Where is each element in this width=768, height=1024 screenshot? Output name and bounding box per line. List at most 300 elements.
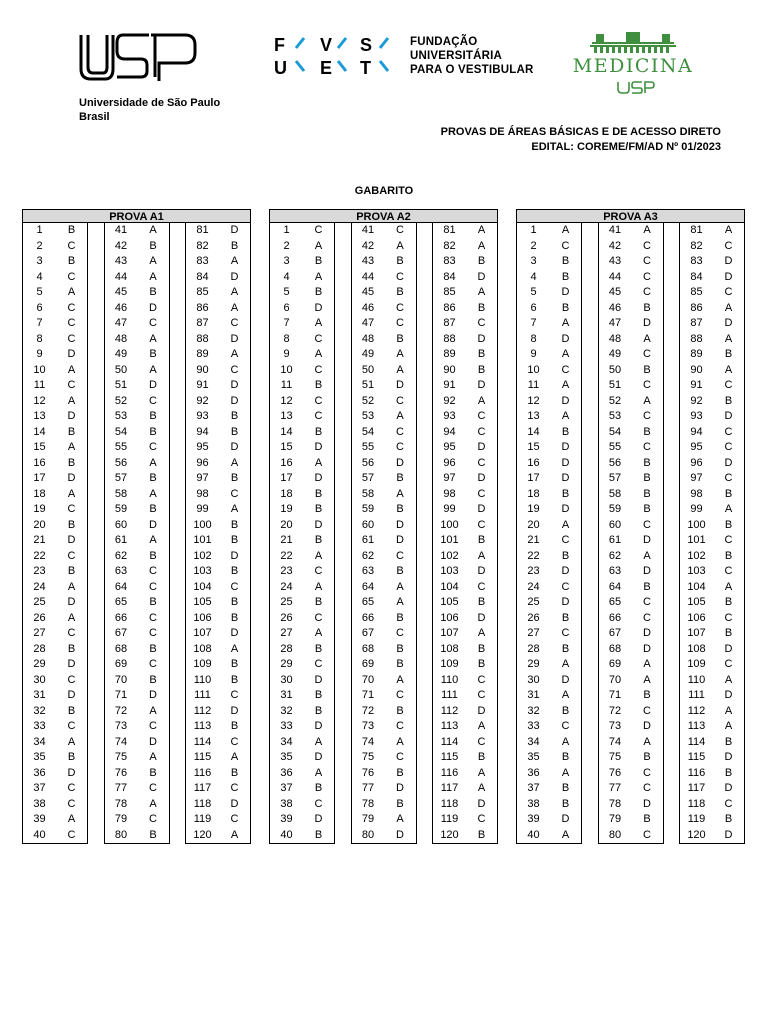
question-number: 96 (690, 456, 703, 469)
answer-letter: D (230, 270, 239, 283)
answer-letter: A (561, 828, 570, 841)
answer-letter: B (724, 735, 733, 748)
answer-row (517, 611, 581, 627)
question-number: 21 (280, 534, 293, 546)
exam-header: PROVA A2 (269, 209, 498, 223)
answer-row (680, 270, 744, 286)
answer-row (433, 378, 497, 394)
answer-letter: D (724, 410, 733, 422)
question-number: 67 (114, 627, 128, 639)
question-number: 56 (114, 456, 128, 469)
answer-letter: B (643, 301, 651, 314)
answer-row (105, 673, 169, 689)
answer-row (186, 781, 250, 797)
answer-row (517, 332, 581, 348)
question-number: 115 (193, 751, 212, 763)
answer-letter: A (561, 317, 570, 329)
answer-row (186, 518, 250, 534)
question-number: 67 (608, 627, 622, 639)
answer-letter: B (314, 425, 323, 438)
question-number: 35 (33, 751, 46, 763)
question-number: 11 (33, 379, 46, 391)
question-number: 43 (361, 255, 375, 267)
answer-letter: C (477, 813, 486, 825)
answer-letter: C (643, 286, 651, 298)
answer-letter: A (67, 441, 76, 453)
answer-letter: A (561, 689, 570, 701)
question-number: 108 (193, 642, 212, 655)
answer-row (23, 471, 87, 487)
question-number: 5 (283, 286, 290, 298)
answer-row (23, 378, 87, 394)
medicina-logo (566, 32, 700, 98)
question-number: 7 (283, 317, 290, 329)
question-number: 37 (527, 782, 540, 794)
answer-row (433, 549, 497, 565)
answer-row (270, 688, 334, 704)
question-number: 33 (527, 720, 540, 732)
question-number: 70 (361, 673, 375, 686)
answer-row (517, 487, 581, 503)
question-number: 67 (361, 627, 375, 639)
answer-row (186, 704, 250, 720)
fuvest-logo (274, 34, 394, 78)
answer-row (680, 626, 744, 642)
answer-row (270, 239, 334, 255)
question-number: 107 (193, 627, 212, 639)
answer-row (433, 487, 497, 503)
answer-row (105, 394, 169, 410)
question-number: 84 (443, 270, 456, 283)
question-number: 118 (193, 797, 212, 810)
answer-letter: B (396, 332, 404, 345)
answer-row (105, 828, 169, 844)
answer-row (270, 363, 334, 379)
answer-row (599, 719, 663, 735)
question-number: 101 (687, 534, 706, 546)
answer-letter: A (314, 317, 323, 329)
answer-row (517, 704, 581, 720)
answer-letter: A (149, 332, 157, 345)
answer-row (433, 564, 497, 580)
answer-letter: C (67, 828, 76, 841)
question-number: 69 (114, 658, 128, 670)
answer-letter: A (724, 224, 733, 236)
answer-letter: D (149, 735, 157, 748)
answer-letter: C (67, 549, 76, 562)
answer-letter: B (149, 549, 157, 562)
answer-row (599, 580, 663, 596)
question-number: 45 (361, 286, 375, 298)
answer-letter: A (149, 797, 157, 810)
university-name: Universidade de São Paulo (79, 97, 221, 109)
answer-column (104, 223, 170, 844)
answer-letter: B (724, 596, 733, 608)
question-number: 115 (687, 751, 706, 763)
question-number: 62 (114, 549, 128, 562)
answer-letter: A (643, 224, 651, 236)
answer-row (433, 533, 497, 549)
question-number: 57 (361, 472, 375, 484)
question-number: 77 (114, 782, 128, 794)
answer-row (517, 719, 581, 735)
answer-letter: B (149, 472, 157, 484)
answer-row (352, 626, 416, 642)
answer-row (270, 657, 334, 673)
answer-row (680, 611, 744, 627)
answer-row (433, 316, 497, 332)
answer-letter: A (643, 673, 651, 686)
document-heading (441, 125, 721, 155)
answer-row (517, 657, 581, 673)
question-number: 114 (440, 735, 459, 748)
question-number: 25 (527, 596, 540, 608)
question-number: 30 (280, 673, 293, 686)
answer-row (186, 471, 250, 487)
answer-letter: D (561, 394, 570, 407)
answer-letter: C (396, 270, 404, 283)
answer-letter: A (230, 828, 239, 841)
answer-letter: A (396, 596, 404, 608)
answer-letter: A (477, 239, 486, 252)
answer-row (270, 580, 334, 596)
question-number: 62 (361, 549, 375, 562)
answer-row (352, 285, 416, 301)
answer-row (517, 425, 581, 441)
question-number: 46 (361, 301, 375, 314)
answer-row (680, 828, 744, 844)
question-number: 24 (527, 580, 540, 593)
question-number: 10 (527, 363, 540, 376)
answer-letter: A (724, 673, 733, 686)
answer-row (270, 223, 334, 239)
answer-letter: A (314, 549, 323, 562)
answer-letter: A (149, 270, 157, 283)
question-number: 22 (527, 549, 540, 562)
question-number: 75 (114, 751, 128, 763)
question-number: 102 (687, 549, 706, 562)
question-number: 42 (361, 239, 375, 252)
question-number: 59 (608, 503, 622, 515)
question-number: 118 (440, 797, 459, 810)
question-number: 48 (608, 332, 622, 345)
question-number: 4 (283, 270, 290, 283)
answer-row (23, 316, 87, 332)
answer-letter: B (724, 766, 733, 779)
answer-row (352, 347, 416, 363)
question-number: 120 (687, 828, 706, 841)
answer-row (186, 642, 250, 658)
answer-row (352, 812, 416, 828)
question-number: 3 (530, 255, 537, 267)
question-number: 38 (527, 797, 540, 810)
answer-letter: B (396, 611, 404, 624)
answer-letter: C (724, 797, 733, 810)
answer-letter: C (561, 720, 570, 732)
question-number: 8 (283, 332, 290, 345)
answer-letter: A (724, 503, 733, 515)
answer-letter: C (67, 797, 76, 810)
question-number: 104 (687, 580, 706, 593)
answer-letter: A (314, 580, 323, 593)
question-number: 82 (443, 239, 456, 252)
exam-table (269, 209, 498, 844)
answer-row (352, 781, 416, 797)
answer-row (23, 394, 87, 410)
answer-row (433, 626, 497, 642)
question-number: 35 (280, 751, 293, 763)
answer-row (680, 471, 744, 487)
answer-letter: A (724, 301, 733, 314)
answer-row (517, 239, 581, 255)
question-number: 112 (193, 704, 212, 717)
answer-row (270, 735, 334, 751)
question-number: 102 (193, 549, 212, 562)
question-number: 97 (443, 472, 456, 484)
question-number: 98 (196, 487, 209, 500)
question-number: 56 (608, 456, 622, 469)
answer-row (680, 766, 744, 782)
question-number: 106 (687, 611, 706, 624)
answer-letter: A (724, 580, 733, 593)
question-number: 63 (608, 565, 622, 577)
answer-letter: C (724, 658, 733, 670)
answer-row (23, 456, 87, 472)
answer-row (105, 797, 169, 813)
question-number: 87 (690, 317, 703, 329)
answer-letter: A (396, 239, 404, 252)
answer-row (433, 301, 497, 317)
answer-row (680, 223, 744, 239)
question-number: 48 (114, 332, 128, 345)
answer-row (105, 766, 169, 782)
question-number: 78 (114, 797, 128, 810)
question-number: 46 (114, 301, 128, 314)
answer-letter: B (149, 642, 157, 655)
answer-row (23, 735, 87, 751)
answer-row (352, 409, 416, 425)
answer-letter: C (67, 301, 76, 314)
answer-letter: A (314, 627, 323, 639)
answer-letter: A (477, 766, 486, 779)
answer-letter: B (149, 596, 157, 608)
question-number: 17 (33, 472, 46, 484)
answer-row (23, 533, 87, 549)
question-number: 88 (196, 332, 209, 345)
answer-row (352, 316, 416, 332)
answer-letter: A (67, 580, 76, 593)
question-number: 47 (361, 317, 375, 329)
answer-row (270, 254, 334, 270)
answer-row (599, 332, 663, 348)
answer-letter: B (396, 503, 404, 515)
question-number: 41 (114, 224, 128, 236)
question-number: 6 (36, 301, 43, 314)
question-number: 78 (608, 797, 622, 810)
answer-letter: A (230, 642, 239, 655)
answer-letter: A (477, 782, 486, 794)
question-number: 26 (33, 611, 46, 624)
answer-row (186, 409, 250, 425)
question-number: 61 (361, 534, 375, 546)
answer-letter: C (67, 782, 76, 794)
answer-letter: C (396, 425, 404, 438)
question-number: 15 (280, 441, 293, 453)
answer-row (186, 719, 250, 735)
answer-row (680, 750, 744, 766)
answer-row (517, 285, 581, 301)
question-number: 16 (33, 456, 46, 469)
answer-letter: C (314, 332, 323, 345)
answer-letter: D (230, 332, 239, 345)
answer-letter: C (67, 627, 76, 639)
answer-row (352, 363, 416, 379)
question-number: 94 (196, 425, 209, 438)
question-number: 36 (280, 766, 293, 779)
answer-letter: B (149, 239, 157, 252)
question-number: 88 (690, 332, 703, 345)
answer-row (23, 347, 87, 363)
question-number: 2 (283, 239, 290, 252)
answer-row (680, 657, 744, 673)
answer-row (352, 704, 416, 720)
answer-row (680, 378, 744, 394)
answer-letter: D (477, 472, 486, 484)
answer-row (352, 301, 416, 317)
question-number: 20 (33, 518, 46, 531)
answer-letter: A (561, 735, 570, 748)
answer-row (270, 595, 334, 611)
answer-row (599, 471, 663, 487)
question-number: 98 (690, 487, 703, 500)
question-number: 20 (527, 518, 540, 531)
question-number: 54 (114, 425, 128, 438)
answer-row (517, 502, 581, 518)
question-number: 119 (193, 813, 212, 825)
question-number: 29 (33, 658, 46, 670)
answer-letter: C (396, 751, 404, 763)
question-number: 48 (361, 332, 375, 345)
question-number: 2 (36, 239, 43, 252)
question-number: 82 (690, 239, 703, 252)
answer-letter: B (477, 828, 486, 841)
answer-letter: D (477, 379, 486, 391)
question-number: 86 (196, 301, 209, 314)
question-number: 51 (608, 379, 622, 391)
question-number: 50 (608, 363, 622, 376)
question-number: 81 (690, 224, 703, 236)
answer-row (517, 301, 581, 317)
question-number: 31 (527, 689, 540, 701)
question-number: 92 (690, 394, 703, 407)
answer-row (433, 409, 497, 425)
answer-row (517, 394, 581, 410)
answer-letter: C (67, 270, 76, 283)
question-number: 95 (690, 441, 703, 453)
answer-letter: A (67, 394, 76, 407)
answer-letter: A (724, 720, 733, 732)
answer-letter: C (724, 379, 733, 391)
question-number: 117 (193, 782, 212, 794)
answer-row (270, 270, 334, 286)
answer-row (23, 595, 87, 611)
answer-letter: B (314, 596, 323, 608)
answer-letter: B (314, 379, 323, 391)
answer-row (186, 487, 250, 503)
answer-row (270, 285, 334, 301)
answer-row (433, 595, 497, 611)
answer-row (680, 688, 744, 704)
answer-letter: A (643, 658, 651, 670)
answer-letter: A (67, 813, 76, 825)
question-number: 4 (36, 270, 43, 283)
answer-letter: D (230, 797, 239, 810)
question-number: 47 (608, 317, 622, 329)
question-number: 83 (443, 255, 456, 267)
answer-letter: B (561, 611, 570, 624)
question-number: 116 (193, 766, 212, 779)
question-number: 28 (33, 642, 46, 655)
answer-row (352, 394, 416, 410)
answer-row (433, 285, 497, 301)
question-number: 38 (33, 797, 46, 810)
answer-row (599, 502, 663, 518)
answer-letter: B (561, 487, 570, 500)
answer-letter: A (149, 751, 157, 763)
answer-letter: C (230, 735, 239, 748)
answer-letter: D (314, 751, 323, 763)
answer-letter: A (561, 658, 570, 670)
answer-row (517, 471, 581, 487)
answer-letter: D (724, 782, 733, 794)
answer-letter: C (67, 503, 76, 515)
question-number: 116 (687, 766, 706, 779)
question-number: 21 (527, 534, 540, 546)
answer-letter: C (149, 580, 157, 593)
answer-row (680, 549, 744, 565)
answer-row (599, 611, 663, 627)
question-number: 95 (196, 441, 209, 453)
question-number: 109 (440, 658, 459, 670)
answer-letter: C (67, 239, 76, 252)
answer-letter: B (643, 487, 651, 500)
answer-letter: D (477, 503, 486, 515)
question-number: 57 (114, 472, 128, 484)
question-number: 73 (361, 720, 375, 732)
answer-letter: B (230, 611, 239, 624)
question-number: 7 (36, 317, 43, 329)
answer-letter: A (477, 394, 486, 407)
answer-letter: C (396, 394, 404, 407)
question-number: 69 (361, 658, 375, 670)
question-number: 113 (440, 720, 459, 732)
answer-letter: B (396, 658, 404, 670)
answer-row (23, 781, 87, 797)
answer-row (23, 425, 87, 441)
answer-letter: B (67, 255, 76, 267)
answer-row (23, 766, 87, 782)
answer-letter: A (230, 456, 239, 469)
answer-row (186, 332, 250, 348)
answer-row (433, 580, 497, 596)
answer-letter: D (67, 534, 76, 546)
answer-letter: B (230, 472, 239, 484)
answer-row (352, 580, 416, 596)
question-number: 90 (690, 363, 703, 376)
answer-row (23, 223, 87, 239)
answer-row (186, 316, 250, 332)
answer-letter: C (149, 441, 157, 453)
